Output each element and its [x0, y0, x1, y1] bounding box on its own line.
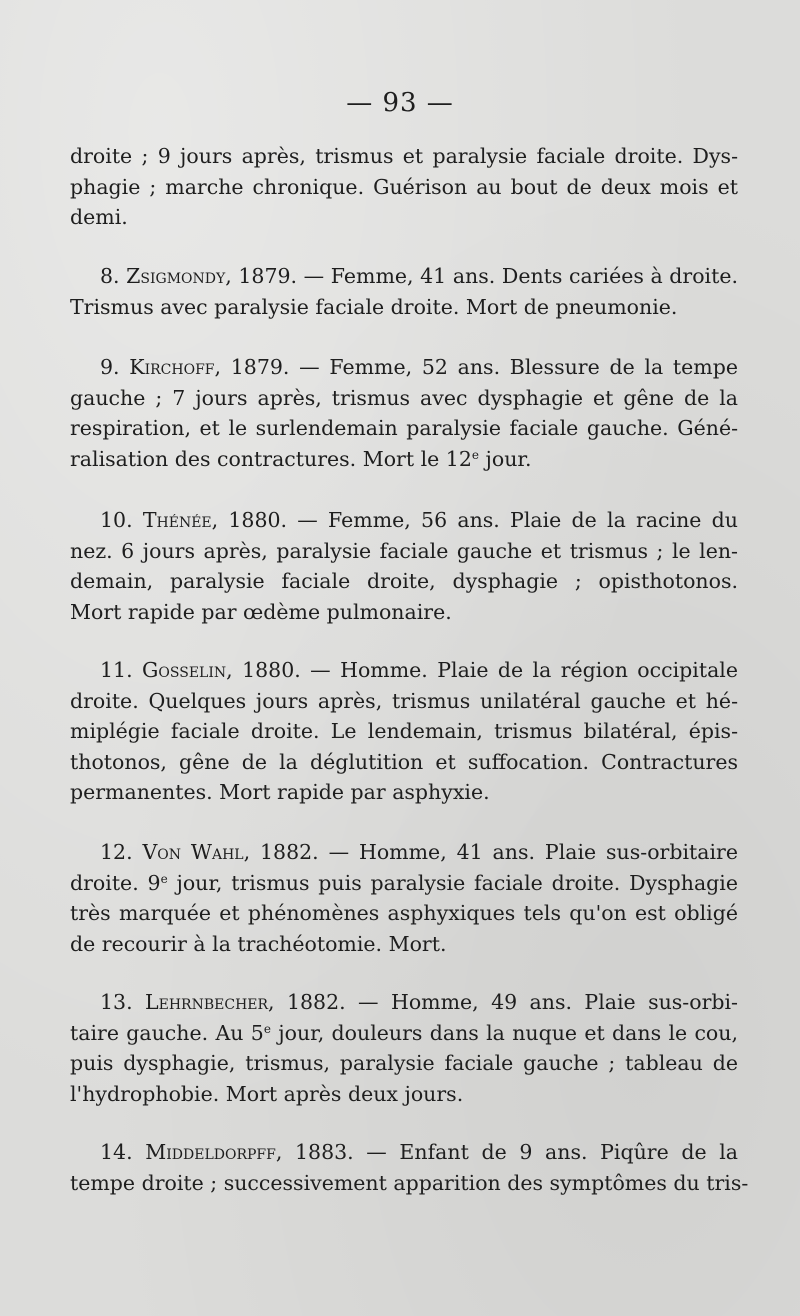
entry-number: 14.	[100, 1140, 133, 1164]
entry-number: 11.	[100, 658, 133, 682]
entry-first-line	[70, 837, 738, 868]
entry-first-line	[70, 655, 738, 686]
entry-first-line	[70, 261, 738, 292]
entry-text: 1883. — Enfant de 9 ans. Piqûre de la	[294, 1140, 738, 1164]
entry-number: 10.	[100, 508, 133, 532]
entry-text: 1879. — Femme, 41 ans. Dents cariées à droite.	[238, 264, 738, 288]
text-line: permanentes. Mort rapide par asphyxie.	[70, 780, 490, 804]
case-entry-10	[70, 505, 738, 627]
text-line: demi.	[70, 205, 128, 229]
text-line: de recourir à la trachéotomie. Mort.	[70, 931, 447, 956]
author-name: Lehrnbecher,	[145, 990, 275, 1014]
page-number: — 93 —	[346, 88, 454, 118]
text-line: puis dysphagie, trismus, paralysie faciale gauche ; tableau de	[70, 1051, 738, 1075]
text-line: miplégie faciale droite. Le lendemain, trismus bilatéral, épis-	[70, 719, 738, 743]
text-line: Mort rapide par œdème pulmonaire.	[70, 599, 452, 624]
entry-first-line	[70, 1137, 738, 1168]
entry-number: 9.	[100, 355, 120, 379]
entry-text: 1882. — Homme, 49 ans. Plaie sus-orbi-	[286, 990, 738, 1014]
text-line: droite ; 9 jours après, trismus et paralysie faciale droite. Dys-	[70, 144, 738, 168]
paragraph-continuation	[70, 141, 738, 233]
text-line: l'hydrophobie. Mort après deux jours.	[70, 1081, 464, 1106]
case-entry-13	[70, 987, 738, 1109]
author-name: Kirchoff,	[129, 355, 222, 379]
entry-text: 1880. — Homme. Plaie de la région occipitale	[242, 658, 738, 682]
case-entry-9	[70, 352, 738, 474]
case-entry-12	[70, 837, 738, 959]
author-name: Middeldorpff,	[145, 1140, 283, 1164]
text-line: droite. 9e jour, trismus puis paralysie faciale droite. Dysphagie	[70, 870, 738, 895]
case-entry-8	[70, 261, 738, 322]
entry-number: 13.	[100, 990, 133, 1014]
text-line: phagie ; marche chronique. Guérison au bout de deux mois et	[70, 174, 738, 199]
case-entry-11	[70, 655, 738, 808]
text-line: nez. 6 jours après, paralysie faciale gauche et trismus ; le len-	[70, 538, 738, 563]
case-entry-14	[70, 1137, 749, 1198]
text-line: gauche ; 7 jours après, trismus avec dysphagie et gêne de la	[70, 385, 738, 410]
text-line: très marquée et phénomènes asphyxiques tels qu'on est obligé	[70, 901, 738, 925]
text-line: tempe droite ; successivement apparition des symptômes du tris-	[70, 1170, 749, 1195]
text-line: Trismus avec paralysie faciale droite. Mort de pneumonie.	[70, 294, 678, 319]
author-name: Zsigmondy,	[126, 264, 232, 288]
author-name: Von Wahl,	[142, 840, 251, 864]
entry-text: 1879. — Femme, 52 ans. Blessure de la tempe	[230, 355, 738, 379]
text-line: thotonos, gêne de la déglutition et suffocation. Contractures	[70, 749, 738, 774]
entry-first-line	[70, 505, 738, 536]
text-line: respiration, et le surlendemain paralysie faciale gauche. Géné-	[70, 416, 738, 440]
text-line: ralisation des contractures. Mort le 12e jour.	[70, 446, 532, 471]
author-name: Thénée,	[142, 508, 219, 532]
entry-first-line	[70, 352, 738, 383]
text-line: demain, paralysie faciale droite, dysphagie ; opisthotonos.	[70, 569, 738, 593]
text-line: droite. Quelques jours après, trismus unilatéral gauche et hé-	[70, 688, 738, 713]
entry-first-line	[70, 987, 738, 1018]
entry-number: 8.	[100, 264, 120, 288]
author-name: Gosselin,	[142, 658, 233, 682]
text-line: taire gauche. Au 5e jour, douleurs dans la nuque et dans le cou,	[70, 1020, 738, 1045]
entry-text: 1880. — Femme, 56 ans. Plaie de la racine du	[228, 508, 738, 532]
entry-text: 1882. — Homme, 41 ans. Plaie sus-orbitaire	[260, 840, 738, 864]
entry-number: 12.	[100, 840, 133, 864]
